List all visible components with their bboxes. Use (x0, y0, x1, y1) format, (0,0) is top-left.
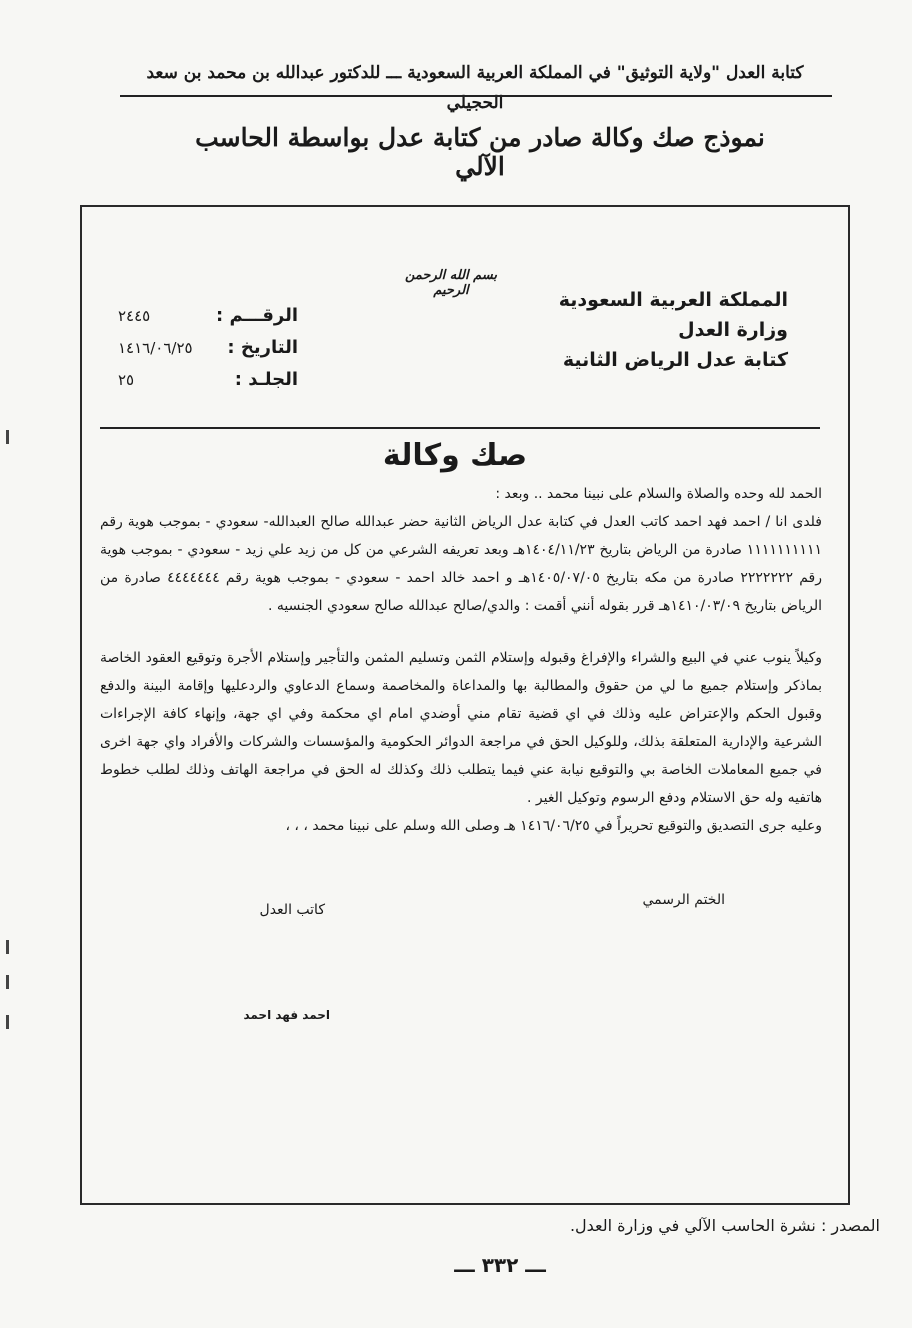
deed-paragraph-powers: وكيلاً ينوب عني في البيع والشراء والإفراغ وقبوله وإستلام الثمن وتسليم المثمن والتأجير وإستلام الأجرة وتوقيع العقود الخاصة بماذكر وإستلام جميع ما لي من حقوق والمطالبة بها والمداعاة والمخاصمة وسماع الدعاوي والردعليها وإقامة البينة والدفع وقبول الحكم والإعتراض عليه وذلك في اي قضية تقام مني أوضدي امام اي محكمة وفي اي جهة، وإنهاء كافة الإجراءات الشرعية والإدارية المتعلقة بذلك، وللوكيل الحق في مراجعة الدوائر الحكومية والمؤسسات والشركات والأفراد واي جهة اخرى في جميع المعاملات الخاصة بي والتوقيع نيابة عني فيما يتطلب ذلك وكذلك له الحق في مراجعة الهاتف وذلك لطلب خطوط هاتفيه وله حق الاستلام ودفع الرسوم وتوكيل الغير . (100, 650, 822, 806)
basmala-calligraphy: بسم الله الرحمن الرحيم (405, 268, 497, 298)
margin-mark (6, 1015, 9, 1029)
meta-volume-value: ٢٥ (118, 371, 135, 389)
meta-date-value: ١٤١٦/٠٦/٢٥ (118, 339, 193, 357)
page-title: نموذج صك وكالة صادر من كتابة عدل بواسطة الحاسب الآلي (195, 123, 765, 181)
deed-closing: وعليه جرى التصديق والتوقيع تحريراً في ١٤١٦/٠٦/٢٥ هـ وصلى الله وسلم على نبينا محمد ، ، ، (285, 818, 822, 834)
notary-name: احمد فهد احمد (243, 1008, 330, 1022)
page-number: ـــ ٣٣٢ ـــ (454, 1253, 546, 1277)
meta-date-label: التاريخ : (227, 337, 298, 358)
official-seal-label: الختم الرسمي (642, 892, 725, 908)
meta-volume-label: الجلـد : (234, 369, 298, 390)
meta-number-row (118, 300, 298, 332)
authority-country: المملكة العربية السعودية (558, 289, 788, 311)
notary-label: كاتب العدل (259, 902, 325, 918)
margin-mark (6, 430, 9, 444)
deed-paragraph-parties: فلدى انا / احمد فهد احمد كاتب العدل في كتابة عدل الرياض الثانية حضر عبدالله صالح العبدالله- سعودي - بموجب هوية رقم ١١١١١١١١١١ صادرة من الرياض بتاريخ ١٤٠٤/١١/٢٣هـ وبعد تعريفه الشرعي من كل من زيد علي زيد - سعودي - بموجب هوية رقم ٢٢٢٢٢٢٢ صادرة من مكه بتاريخ ١٤٠٥/٠٧/٠٥هـ و احمد خالد احمد - سعودي - بموجب هوية رقم ٤٤٤٤٤٤٤ صادرة من الرياض بتاريخ ١٤١٠/٠٣/٠٩هـ قرر بقوله أنني أقمت : والدي/صالح عبدالله صالح سعودي الجنسيه . (100, 514, 822, 614)
issuing-authority (520, 285, 788, 375)
document-divider (100, 427, 820, 429)
deed-opening: الحمد لله وحده والصلاة والسلام على نبينا محمد .. وبعد : (495, 486, 822, 502)
margin-mark (6, 940, 9, 954)
margin-mark (6, 975, 9, 989)
running-header: كتابة العدل "ولاية التوثيق" في المملكة العربية السعودية ـــ للدكتور عبدالله بن محمد بن سعد الحجيلي (146, 63, 804, 113)
paragraph-spacer (100, 620, 822, 644)
authority-office: كتابة عدل الرياض الثانية (562, 349, 788, 371)
deed-body (100, 480, 822, 840)
meta-number-value: ٢٤٤٥ (118, 307, 151, 325)
source-note: المصدر : نشرة الحاسب الآلي في وزارة العدل. (569, 1216, 880, 1235)
header-divider (120, 95, 832, 97)
deed-metadata (118, 300, 298, 396)
meta-date-row (118, 332, 298, 364)
authority-ministry: وزارة العدل (678, 319, 788, 341)
meta-volume-row (118, 364, 298, 396)
meta-number-label: الرقـــم : (216, 305, 298, 326)
deed-title: صك وكالة (382, 438, 528, 473)
